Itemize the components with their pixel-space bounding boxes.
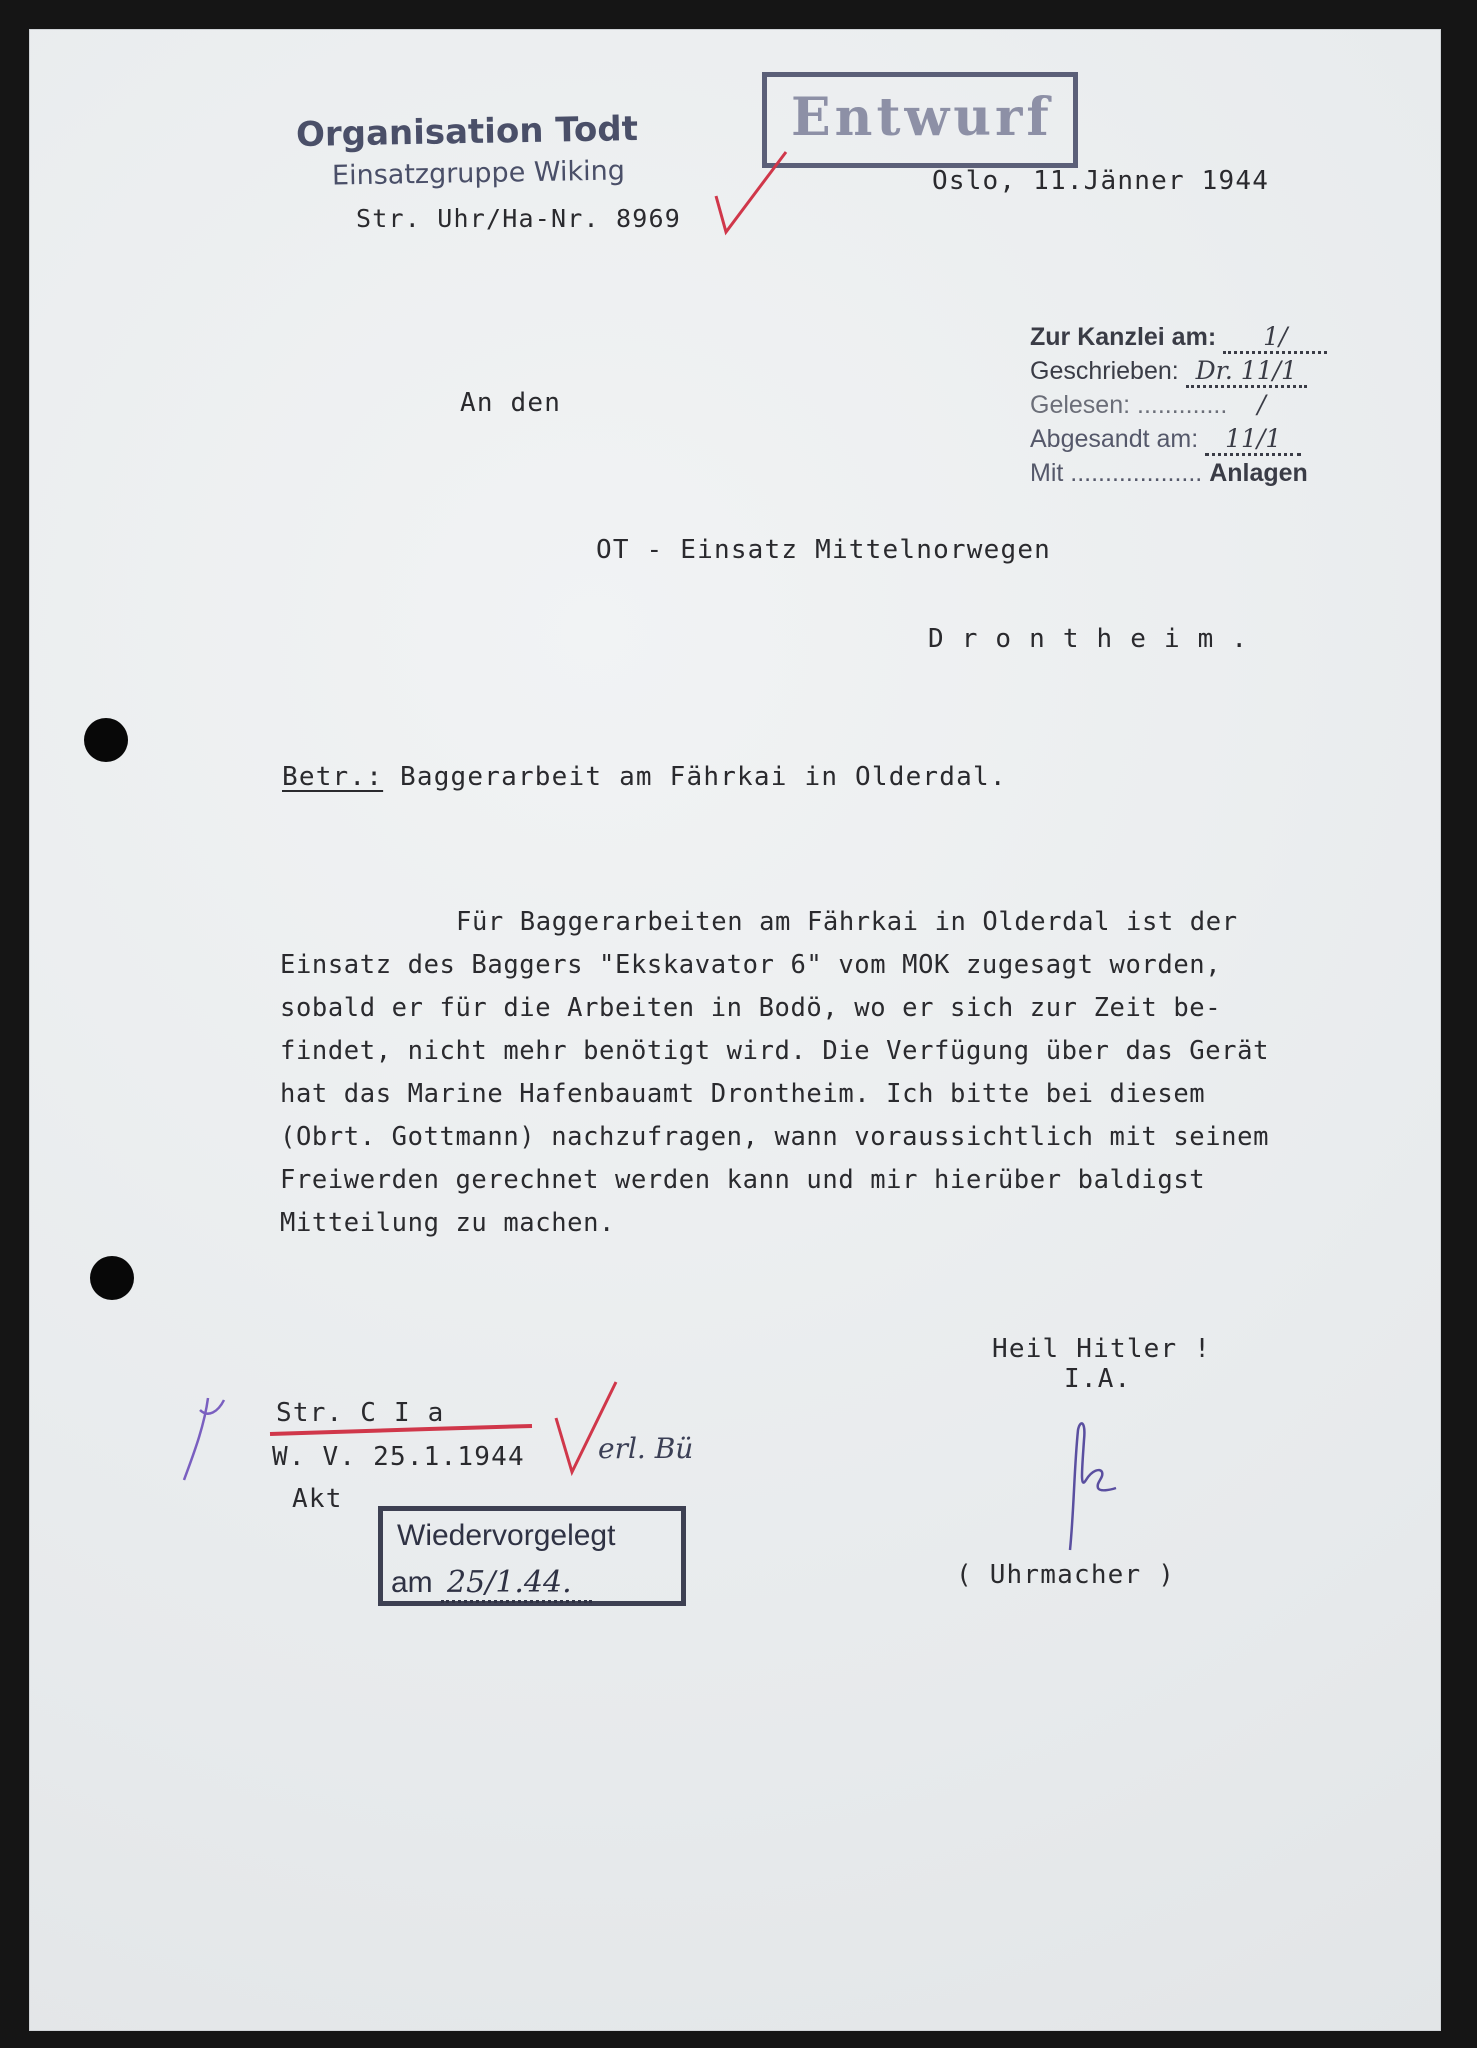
wiedervorgelegt-stamp	[378, 1506, 686, 1606]
kanzlei-label-4: Abgesandt am:	[1030, 425, 1206, 453]
wiedervorgelegt-am: am	[391, 1566, 433, 1599]
kanzlei-label-3: Gelesen: .............	[1030, 391, 1228, 419]
wiedervorgelegt-date: 25/1.44.	[441, 1565, 592, 1603]
body-line-8: Mitteilung zu machen.	[280, 1208, 615, 1238]
entwurf-stamp-text: Entwurf	[791, 87, 1053, 148]
handwritten-wv-note: erl. Bü	[598, 1432, 694, 1465]
kanzlei-row-2	[1030, 354, 1327, 388]
salutation: An den	[460, 388, 562, 418]
body-line-1: Für Baggerarbeiten am Fährkai in Olderdal ist der	[456, 907, 1238, 937]
kanzlei-label-5b: Anlagen	[1209, 459, 1308, 487]
punch-hole-lower	[90, 1256, 134, 1300]
kanzlei-row-1	[1030, 320, 1327, 354]
date-line: Oslo, 11.Jänner 1944	[932, 166, 1270, 196]
entwurf-stamp	[762, 72, 1078, 168]
body-line-2: Einsatz des Baggers "Ekskavator 6" vom MOK zugesagt worden,	[280, 950, 1222, 980]
kanzlei-label-5a: Mit ...................	[1030, 459, 1203, 487]
kanzlei-row-4	[1030, 422, 1327, 456]
kanzlei-value-2: Dr. 11/1	[1186, 356, 1307, 388]
recipient: OT - Einsatz Mittelnorwegen	[596, 535, 1052, 565]
wiedervorgelegt-label: Wiedervorgelegt	[397, 1519, 616, 1552]
body-line-5: hat das Marine Hafenbauamt Drontheim. Ich bitte bei diesem	[280, 1079, 1206, 1109]
footer-str: Str. C I a	[276, 1398, 445, 1428]
letterhead-reference: Str. Uhr/Ha-Nr. 8969	[356, 204, 682, 233]
handwritten-signature-icon	[1060, 1410, 1140, 1560]
body-line-7: Freiwerden gerechnet werden kann und mir hierüber baldigst	[280, 1165, 1206, 1195]
kanzlei-value-3: /	[1257, 390, 1266, 419]
closing-greeting: Heil Hitler !	[992, 1334, 1212, 1364]
footer-akt: Akt	[292, 1484, 343, 1514]
body-line-6: (Obrt. Gottmann) nachzufragen, wann voraussichtlich mit seinem	[280, 1122, 1270, 1152]
punch-hole-upper	[84, 718, 128, 762]
kanzlei-stamp	[1030, 320, 1327, 490]
body-line-3: sobald er für die Arbeiten in Bodö, wo er sich zur Zeit be-	[280, 993, 1222, 1023]
violet-initial-mark-icon	[178, 1388, 238, 1488]
closing-ia: I.A.	[1064, 1364, 1132, 1394]
kanzlei-label-1: Zur Kanzlei am:	[1030, 323, 1224, 351]
footer-wv: W. V. 25.1.1944	[272, 1442, 525, 1472]
body-line-4: findet, nicht mehr benötigt wird. Die Verfügung über das Gerät	[280, 1036, 1270, 1066]
subject-label: Betr.:	[282, 762, 384, 792]
kanzlei-value-4: 11/1	[1205, 424, 1301, 456]
kanzlei-value-1: 1/	[1223, 322, 1327, 354]
letterhead-organisation: Organisation Todt	[295, 109, 639, 155]
subject-text: Baggerarbeit am Fährkai in Olderdal.	[399, 762, 1007, 792]
kanzlei-row-3	[1030, 388, 1327, 422]
wiedervorgelegt-date-row	[391, 1565, 592, 1600]
subject-line	[282, 762, 1007, 792]
recipient-city: D r o n t h e i m .	[928, 624, 1249, 654]
red-underline-icon	[266, 1420, 536, 1440]
signatory: ( Uhrmacher )	[956, 1560, 1176, 1590]
letterhead-group: Einsatzgruppe Wiking	[331, 155, 626, 192]
kanzlei-row-5	[1030, 456, 1327, 490]
kanzlei-label-2: Geschrieben:	[1030, 357, 1186, 385]
red-check-mark-icon	[712, 148, 792, 238]
